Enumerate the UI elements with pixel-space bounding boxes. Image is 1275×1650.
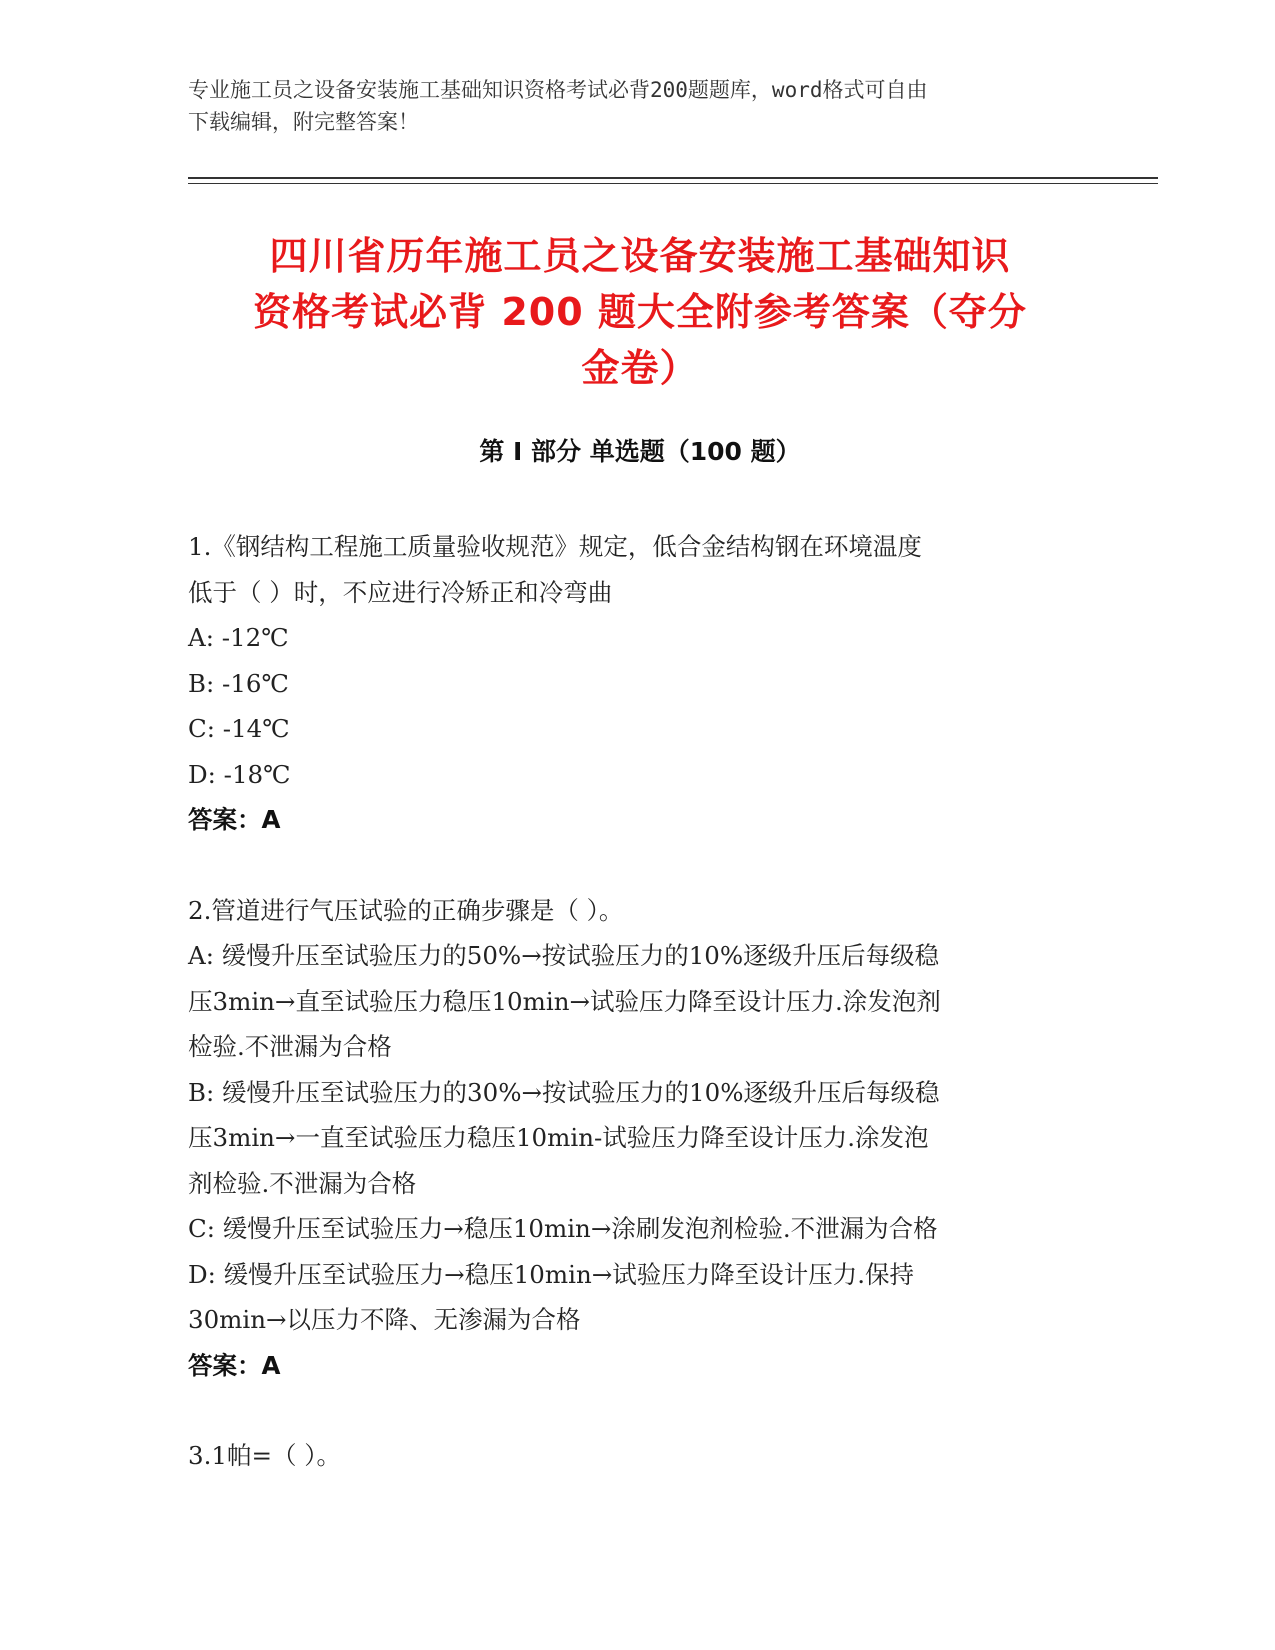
document-title-line-3: 金卷） [581, 346, 699, 390]
question-2-option-b-line-2: 压3min→一直至试验压力稳压10min-试验压力降至设计压力.涂发泡 [188, 1123, 929, 1152]
question-1 [188, 524, 1088, 843]
question-1-option-a: A: -12℃ [188, 623, 289, 652]
question-3-stem-line-1: 3.1帕=（ ）。 [188, 1441, 342, 1470]
question-2-option-c: C: 缓慢升压至试验压力→稳压10min→涂刷发泡剂检验.不泄漏为合格 [188, 1214, 938, 1243]
question-1-option-b: B: -16℃ [188, 668, 289, 698]
question-2-option-d-line-1: D: 缓慢升压至试验压力→稳压10min→试验压力降至设计压力.保持 [188, 1259, 915, 1289]
question-2-option-b-line-3: 剂检验.不泄漏为合格 [188, 1168, 417, 1198]
document-title [190, 228, 1090, 396]
question-2-option-a-line-1: A: 缓慢升压至试验压力的50%→按试验压力的10%逐级升压后每级稳 [188, 941, 940, 970]
header-note-line-2: 下载编辑，附完整答案！ [188, 110, 419, 134]
question-2-option-d-line-2: 30min→以压力不降、无渗漏为合格 [188, 1305, 581, 1334]
question-2-answer: 答案：A [188, 1350, 281, 1380]
question-1-stem-line-1: 1.《钢结构工程施工质量验收规范》规定，低合金结构钢在环境温度 [188, 532, 922, 561]
header-rule-thin [188, 183, 1158, 184]
header-note-line-1: 专业施工员之设备安装施工基础知识资格考试必背200题题库，word格式可自由 [188, 78, 928, 102]
section-heading: 第 I 部分 单选题（100 题） [479, 437, 801, 466]
question-1-answer: 答案：A [188, 805, 281, 834]
question-2-option-a-line-2: 压3min→直至试验压力稳压10min→试验压力降至设计压力.涂发泡剂 [188, 986, 941, 1016]
question-1-option-c: C: -14℃ [188, 714, 290, 743]
question-list [188, 524, 1088, 1524]
question-3 [188, 1433, 1088, 1479]
question-2-option-a-line-3: 检验.不泄漏为合格 [188, 1032, 392, 1061]
question-1-option-d: D: -18℃ [188, 759, 291, 789]
question-2 [188, 888, 1088, 1389]
question-2-option-b-line-1: B: 缓慢升压至试验压力的30%→按试验压力的10%逐级升压后每级稳 [188, 1077, 940, 1107]
question-2-stem-line-1: 2.管道进行气压试验的正确步骤是（ ）。 [188, 895, 624, 925]
header-rule-thick [188, 177, 1158, 179]
document-title-line-1: 四川省历年施工员之设备安装施工基础知识 [269, 234, 1011, 278]
header-note [188, 74, 1088, 138]
document-title-line-2: 资格考试必背 200 题大全附参考答案（夺分 [253, 290, 1027, 334]
question-1-stem-line-2: 低于（ ）时，不应进行冷矫正和冷弯曲 [188, 577, 613, 607]
